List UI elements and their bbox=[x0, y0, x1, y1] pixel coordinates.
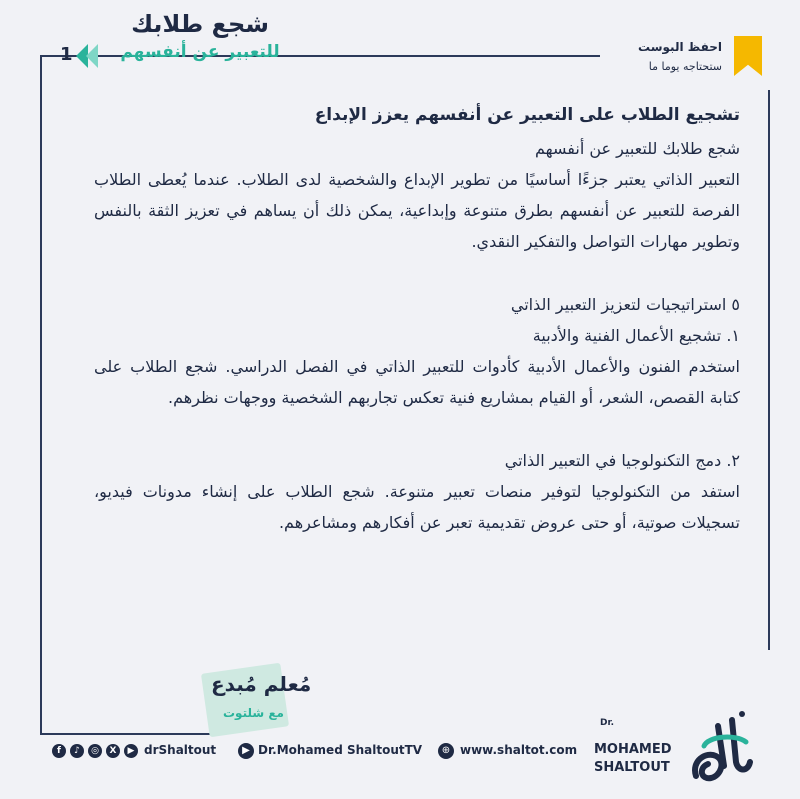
youtube-icon[interactable]: ▶ bbox=[124, 744, 138, 758]
brand-prefix: Dr. bbox=[600, 718, 615, 728]
stamp-line-2: مع شلتوت bbox=[223, 706, 284, 720]
header-title: شجع طلابك bbox=[131, 10, 269, 38]
page-number: 1 bbox=[60, 44, 73, 65]
header-subtitle: للتعبير عن أنفسهم bbox=[120, 42, 280, 62]
tiktok-icon[interactable]: ♪ bbox=[70, 744, 84, 758]
page-number-badge bbox=[56, 44, 98, 68]
x-icon[interactable]: X bbox=[106, 744, 120, 758]
spacer bbox=[94, 413, 740, 445]
strategy-1-body: استخدم الفنون والأعمال الأدبية كأدوات للتعبير الذاتي في الفصل الدراسي. شجع الطلاب على كتابة القصص، الشعر، أو القيام بمشاريع فنية تعكس تجاربهم الشخصية ووجهات نظرهم. bbox=[94, 357, 740, 407]
brand-logo bbox=[590, 700, 770, 795]
strategy-1-title: ١. تشجيع الأعمال الفنية والأدبية bbox=[532, 326, 740, 345]
strategy-2-title: ٢. دمج التكنولوجيا في التعبير الذاتي bbox=[504, 451, 740, 470]
article-heading: تشجيع الطلاب على التعبير عن أنفسهم يعزز الإبداع bbox=[314, 105, 740, 125]
strategy-2-body: استفد من التكنولوجيا لتوفير منصات تعبير متنوعة. شجع الطلاب على إنشاء مدونات فيديو، تسجيلات صوتية، أو حتى عروض تقديمية تعبر عن أفكارهم ومشاعرهم. bbox=[94, 482, 740, 532]
bookmark-icon bbox=[734, 36, 762, 76]
intro-line: شجع طلابك للتعبير عن أنفسهم bbox=[534, 139, 740, 158]
brand-name-line-2: SHALTOUT bbox=[594, 760, 670, 775]
save-subtitle: ستحتاجه يوما ما bbox=[648, 60, 722, 73]
tv-handle[interactable]: Dr.Mohamed ShaltoutTV bbox=[258, 743, 423, 757]
footer-bar bbox=[52, 740, 592, 766]
calligraphy-logo-icon bbox=[686, 706, 756, 786]
instagram-icon[interactable]: ◎ bbox=[88, 744, 102, 758]
chevron-left-icon bbox=[86, 44, 98, 68]
frame-line-bottom bbox=[40, 733, 210, 735]
article-body bbox=[94, 100, 740, 538]
social-handle[interactable]: drShaltout bbox=[144, 743, 217, 757]
teacher-stamp-logo bbox=[205, 660, 312, 734]
tv-icon: ▶ bbox=[238, 743, 254, 759]
globe-icon: ⊕ bbox=[438, 743, 454, 759]
facebook-icon[interactable]: f bbox=[52, 744, 66, 758]
intro-paragraph: التعبير الذاتي يعتبر جزءًا أساسيًا من تطوير الإبداع والشخصية لدى الطلاب. عندما يُعطى الطلاب الفرصة للتعبير عن أنفسهم بطرق متنوعة وإبداعية، يمكن ذلك أن يساهم في تعزيز الثقة بالنفس وتطوير مهارات التواصل والتفكير النقدي. bbox=[94, 170, 740, 251]
frame-line-left bbox=[40, 55, 42, 735]
strategies-title: ٥ استراتيجيات لتعزيز التعبير الذاتي bbox=[510, 295, 740, 314]
spacer bbox=[94, 257, 740, 289]
save-post-note bbox=[612, 36, 762, 80]
save-title: احفظ البوست bbox=[638, 40, 722, 54]
frame-line-right bbox=[768, 90, 770, 650]
stamp-line-1: مُعلم مُبدع bbox=[211, 672, 312, 696]
brand-name-line-1: MOHAMED bbox=[594, 742, 672, 757]
website-link[interactable]: www.shaltot.com bbox=[460, 743, 578, 757]
